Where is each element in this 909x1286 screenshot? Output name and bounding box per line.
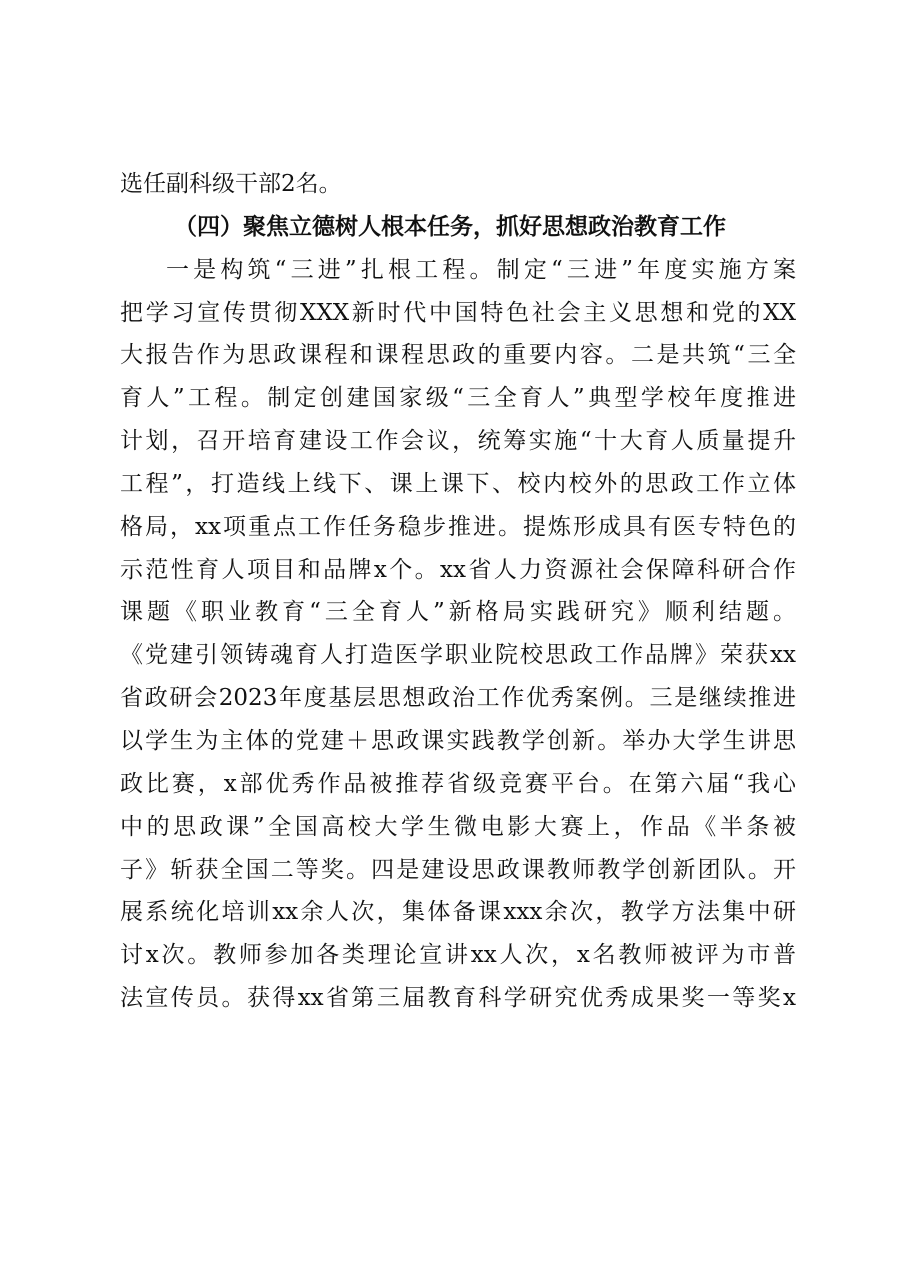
text-line: 讨x次。教师参加各类理论宣讲xx人次，x名教师被评为市普	[120, 942, 796, 969]
text-line: 工程”，打造线上线下、课上课下、校内校外的思政工作立体	[120, 470, 796, 497]
text-line: 展系统化培训xx余人次，集体备课xxx余次，教学方法集中研	[120, 899, 796, 926]
text-line: 育人”工程。制定创建国家级“三全育人”典型学校年度推进	[120, 385, 796, 412]
text-line: 一是构筑“三进”扎根工程。制定“三进”年度实施方案	[166, 256, 796, 283]
text-line: 示范性育人项目和品牌x个。xx省人力资源社会保障科研合作	[120, 556, 796, 583]
body-text	[120, 163, 796, 1020]
text-line: 格局，xx项重点工作任务稳步推进。提炼形成具有医专特色的	[120, 513, 796, 540]
text-line: 法宣传员。获得xx省第三届教育科学研究优秀成果奖一等奖x	[120, 985, 796, 1012]
section-heading: （四）聚焦立德树人根本任务，抓好思想政治教育工作	[174, 212, 726, 240]
text-line: 把学习宣传贯彻XXX新时代中国特色社会主义思想和党的XX	[120, 299, 796, 326]
text-line: 中的思政课”全国高校大学生微电影大赛上，作品《半条被	[120, 813, 796, 840]
text-line: 计划，召开培育建设工作会议，统筹实施“十大育人质量提升	[120, 428, 796, 455]
text-line: 以学生为主体的党建＋思政课实践教学创新。举办大学生讲思	[120, 727, 796, 754]
text-line: 选任副科级干部2名。	[120, 171, 342, 197]
text-line: 课题《职业教育“三全育人”新格局实践研究》顺利结题。	[120, 599, 796, 626]
text-line: 大报告作为思政课程和课程思政的重要内容。二是共筑“三全	[120, 342, 796, 369]
text-line: 子》斩获全国二等奖。四是建设思政课教师教学创新团队。开	[120, 856, 796, 883]
text-line: 政比赛，x部优秀作品被推荐省级竞赛平台。在第六届“我心	[120, 770, 796, 797]
text-line: 《党建引领铸魂育人打造医学职业院校思政工作品牌》荣获xx	[120, 642, 796, 669]
text-line: 省政研会2023年度基层思想政治工作优秀案例。三是继续推进	[120, 685, 796, 712]
